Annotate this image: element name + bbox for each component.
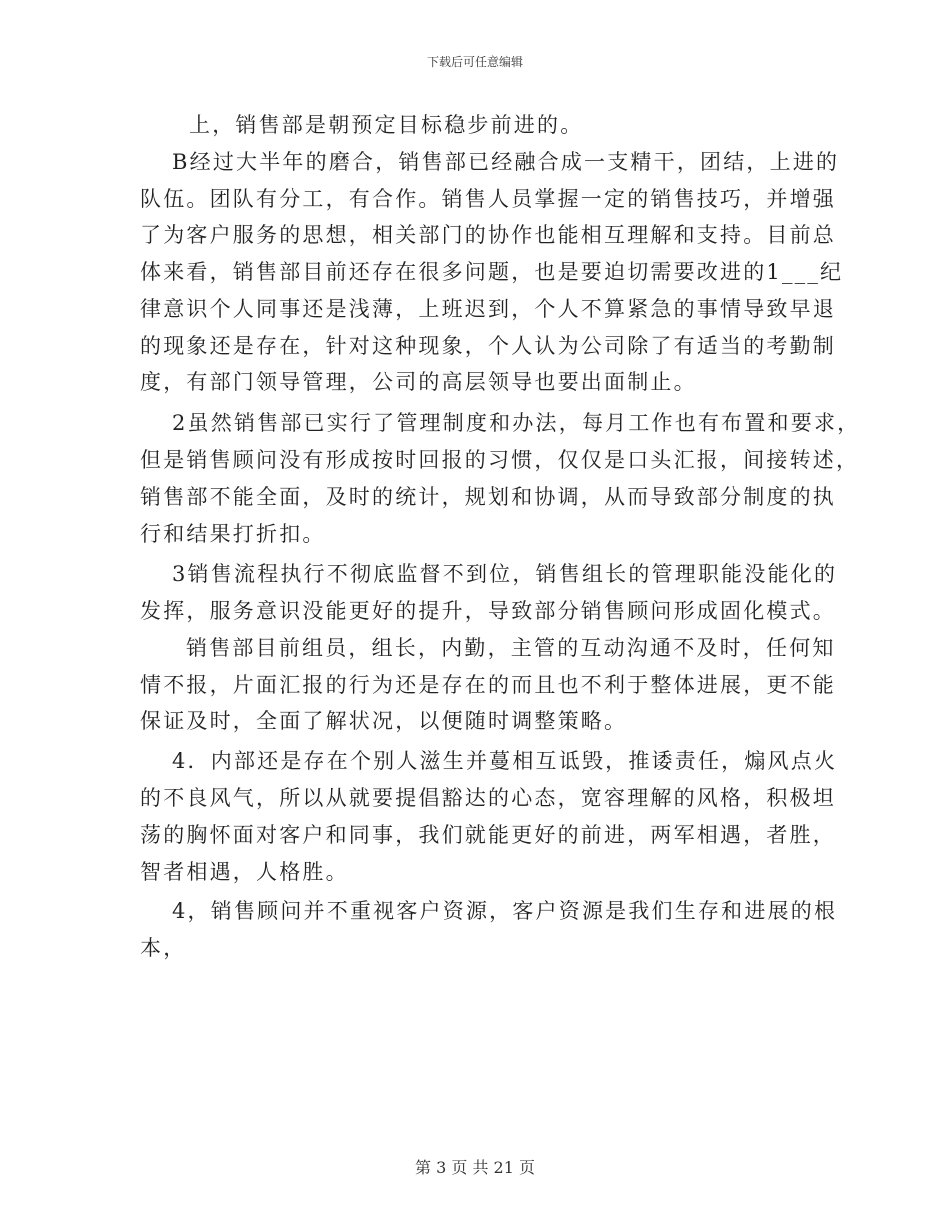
text-line: 了为客户服务的思想，相关部门的协作也能相互理解和支持。目前总 (140, 223, 836, 247)
text-line: 销售部不能全面，及时的统计，规划和协调，从而导致部分制度的执 (140, 485, 836, 509)
text-line: 发挥，服务意识没能更好的提升，导致部分销售顾问形成固化模式。 (140, 599, 836, 623)
text-line: 本， (140, 936, 187, 960)
text-line: 智者相遇，人格胜。 (140, 860, 349, 884)
text-line: 的不良风气，所以从就要提倡豁达的心态，宽容理解的风格，积极坦 (140, 786, 836, 810)
text-line: 情不报，片面汇报的行为还是存在的而且也不利于整体进展，更不能 (140, 673, 836, 697)
text-line: 律意识个人同事还是浅薄，上班迟到，个人不算紧急的事情导致早退 (140, 297, 836, 321)
text-line: 2虽然销售部已实行了管理制度和办法，每月工作也有布置和要求， (172, 411, 861, 435)
text-line: 保证及时，全面了解状况，以便随时调整策略。 (140, 709, 628, 733)
text-line: 体来看，销售部目前还存在很多问题，也是要迫切需要改进的1___纪 (140, 260, 844, 284)
text-line: 的现象还是存在，针对这种现象，个人认为公司除了有适当的考勤制 (140, 334, 836, 358)
text-line: 3销售流程执行不彻底监督不到位，销售组长的管理职能没能化的 (172, 562, 838, 586)
text-line: 销售部目前组员，组长，内勤，主管的互动沟通不及时，任何知 (186, 636, 836, 660)
text-line: 荡的胸怀面对客户和同事，我们就能更好的前进，两军相遇，者胜， (140, 823, 836, 847)
text-line: 行和结果打折扣。 (140, 522, 326, 546)
text-line: 上，销售部是朝预定目标稳步前进的。 (189, 113, 584, 137)
text-line: 4．内部还是存在个别人滋生并蔓相互诋毁，推诿责任，煽风点火 (172, 749, 838, 773)
text-line: 队伍。团队有分工，有合作。销售人员掌握一定的销售技巧，并增强 (140, 187, 836, 211)
page-number-footer: 第 3 页 共 21 页 (415, 1158, 535, 1177)
page-header-note: 下载后可任意编辑 (426, 55, 523, 69)
text-line: 但是销售顾问没有形成按时回报的习惯，仅仅是口头汇报，间接转述， (140, 448, 860, 472)
text-line: B经过大半年的磨合，销售部已经融合成一支精干，团结，上进的 (172, 150, 840, 174)
text-line: 4，销售顾问并不重视客户资源，客户资源是我们生存和进展的根 (172, 899, 838, 923)
text-line: 度，有部门领导管理，公司的高层领导也要出面制止。 (140, 370, 697, 394)
